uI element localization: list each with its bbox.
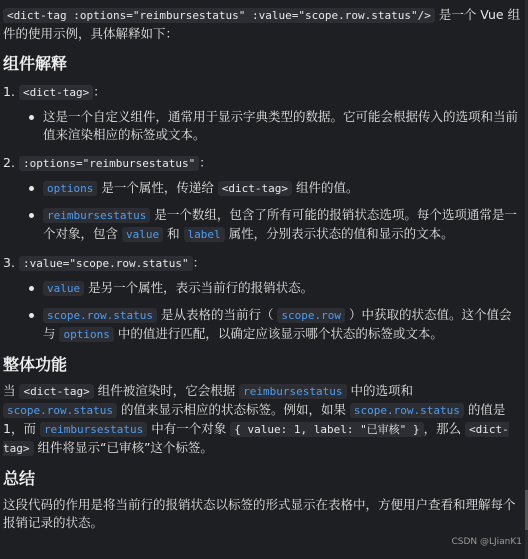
list-item xyxy=(3,83,522,144)
paragraph-text: 的值来显示相应的状态标签。例如，如果 xyxy=(116,402,350,417)
bullet-list xyxy=(3,108,522,144)
inline-code: scope.row xyxy=(277,308,345,323)
item-number: 3. xyxy=(3,255,15,270)
inline-code: value xyxy=(122,227,163,242)
item-number: 1. xyxy=(3,84,15,99)
paragraph-text: 当 xyxy=(3,383,20,398)
bullet-text: 和 xyxy=(163,226,184,241)
bullet-text: 中的值进行匹配，以确定应该显示哪个状态的标签或文本。 xyxy=(113,326,443,341)
inline-code: value xyxy=(43,281,84,296)
inline-code: scope.row.status xyxy=(43,308,157,323)
inline-code: label xyxy=(184,227,225,242)
intro-code: <dict-tag :options="reimbursestatus" :value="scope.row.status"/> xyxy=(3,8,435,23)
bullet-item xyxy=(29,279,522,298)
item-colon: ： xyxy=(93,84,106,99)
inline-code: options xyxy=(43,181,97,196)
bullet-text: 是一个数组，包含了所有可能的报销状态选项。每个选项通常是一个对象，包含 xyxy=(43,207,517,241)
bullet-item xyxy=(29,179,522,198)
inline-code: <dict-tag> xyxy=(3,423,509,455)
list-item xyxy=(3,154,522,244)
bullet-text: 属性，分别表示状态的值和显示的文本。 xyxy=(224,226,454,241)
paragraph-text: 组件被渲染时，它会根据 xyxy=(93,383,240,398)
item-colon: ： xyxy=(192,255,206,270)
summary-paragraph: 这段代码的作用是将当前行的报销状态以标签的形式显示在表格中，方便用户查看和理解每个报销记录的状态。 xyxy=(3,497,516,530)
bullet-item xyxy=(29,306,522,344)
bullet-text: ）中获取的状态值。这个值会与 xyxy=(43,307,512,341)
inline-code: scope.row.status xyxy=(350,403,464,418)
section-title-component: 组件解释 xyxy=(3,54,68,73)
item-head-code: <dict-tag> xyxy=(19,85,93,100)
bullet-item xyxy=(29,108,522,144)
component-list xyxy=(3,83,522,344)
inline-code: reimbursestatus xyxy=(43,208,150,223)
bullet-list xyxy=(3,279,522,344)
list-item xyxy=(3,254,522,344)
inline-code: options xyxy=(59,327,113,342)
bullet-text: 组件的值。 xyxy=(292,180,359,195)
inline-code: { value: 1, label: "已审核" } xyxy=(230,422,423,437)
bullet-text: 这是一个自定义组件，通常用于显示字典类型的数据。它可能会根据传入的选项和当前值来渲染相应的标签或文本。 xyxy=(43,109,519,142)
item-colon: ： xyxy=(199,155,212,170)
function-paragraph xyxy=(3,382,522,458)
section-title-summary: 总结 xyxy=(3,469,36,488)
inline-code: reimbursestatus xyxy=(40,422,147,437)
paragraph-text: 组件将显示“已审核”这个标签。 xyxy=(33,440,213,455)
inline-code: reimbursestatus xyxy=(239,384,346,399)
intro-paragraph xyxy=(3,6,522,43)
section-title-function: 整体功能 xyxy=(3,355,68,374)
bullet-text: 是从表格的当前行（ xyxy=(156,307,278,322)
inline-code: <dict-tag> xyxy=(218,181,292,196)
watermark: CSDN @LJianK1 xyxy=(451,537,522,547)
bullet-list xyxy=(3,179,522,244)
bullet-item xyxy=(29,206,522,244)
paragraph-text: ，那么 xyxy=(423,421,466,436)
item-number: 2. xyxy=(3,155,15,170)
paragraph-text: 中的选项和 xyxy=(346,383,413,398)
bullet-text: 是一个属性，传递给 xyxy=(97,180,218,195)
bullet-text: 是另一个属性，表示当前行的报销状态。 xyxy=(84,280,314,295)
inline-code: <dict-tag> xyxy=(19,384,93,399)
item-head-code: :options="reimbursestatus" xyxy=(19,156,199,171)
paragraph-text: 中有一个对象 xyxy=(147,421,231,436)
intro-text: 是一个 Vue 组件的使用示例，具体解释如下： xyxy=(3,7,521,41)
inline-code: scope.row.status xyxy=(3,403,117,418)
item-head-code: :value="scope.row.status" xyxy=(19,256,193,271)
paragraph-text: 的值是 1，而 xyxy=(3,402,506,436)
